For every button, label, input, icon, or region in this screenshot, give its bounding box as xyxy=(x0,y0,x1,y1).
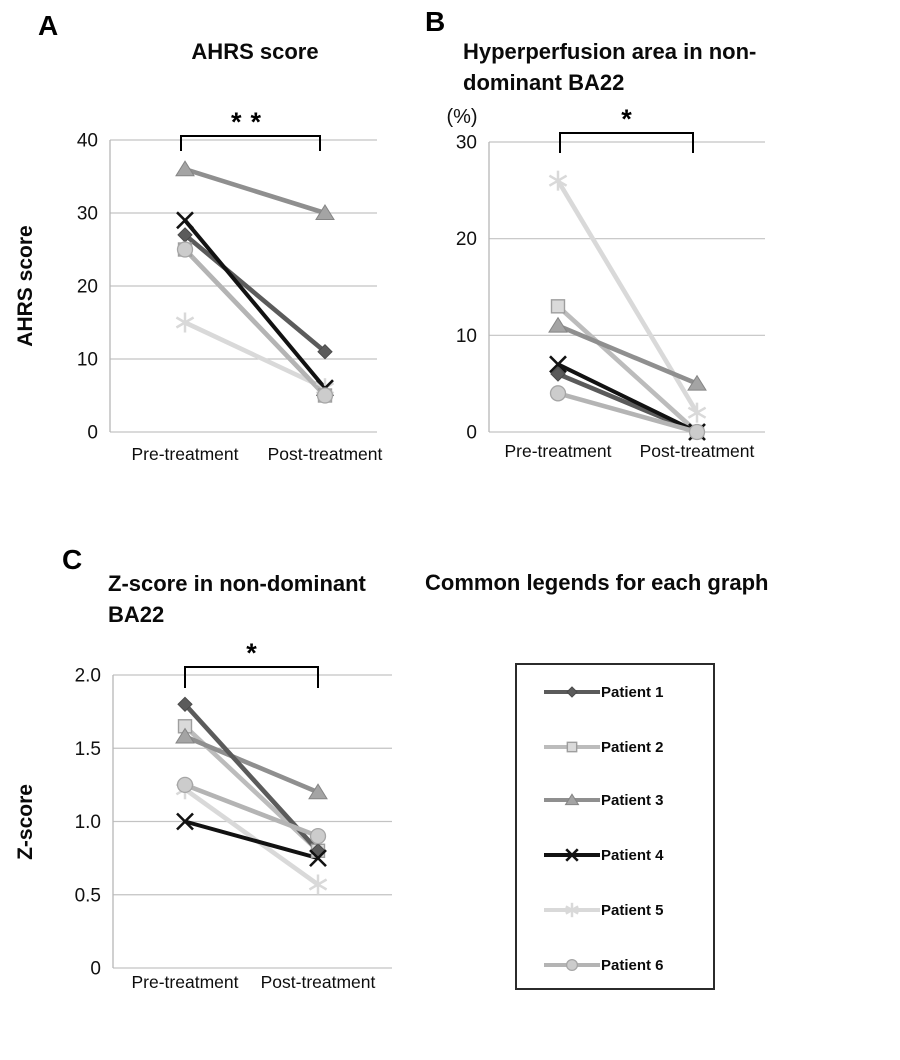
x-category-label: Post-treatment xyxy=(639,441,755,461)
series-marker-patient-3 xyxy=(549,318,567,333)
y-tick-label: 40 xyxy=(76,130,98,152)
x-marker-icon xyxy=(543,846,601,864)
x-category-label: Pre-treatment xyxy=(131,444,239,464)
legend-entry-patient-5 xyxy=(543,900,664,920)
series-marker-patient-6 xyxy=(318,388,333,403)
legend-box xyxy=(515,663,715,990)
legend-marker xyxy=(567,687,577,697)
legend-entry-patient-4 xyxy=(543,845,664,865)
y-tick-label: 30 xyxy=(455,132,477,154)
y-axis-unit: (%) xyxy=(446,106,478,128)
x-category-label: Post-treatment xyxy=(260,972,376,992)
series-marker-patient-6 xyxy=(690,425,705,440)
series-marker-patient-2 xyxy=(552,300,565,313)
y-tick-label: 2.0 xyxy=(74,665,101,687)
circle-marker-icon xyxy=(543,956,601,974)
y-tick-label: 20 xyxy=(455,229,477,251)
legend-entry-label: Patient 5 xyxy=(601,901,664,919)
legend-entry-patient-2 xyxy=(543,737,664,757)
significance-label: ** xyxy=(230,107,271,137)
chart-a-plot xyxy=(0,95,440,495)
significance-bracket xyxy=(185,667,318,688)
chart-c-title-line1: Z-score in non-dominant xyxy=(108,571,366,596)
legend-entry-label: Patient 4 xyxy=(601,846,664,864)
x-category-label: Pre-treatment xyxy=(504,441,612,461)
significance-label: * xyxy=(246,638,257,668)
chart-b-title-line1: Hyperperfusion area in non- xyxy=(463,39,757,64)
y-tick-label: 0 xyxy=(87,422,98,444)
series-line-patient-3 xyxy=(185,169,325,213)
y-tick-label: 0 xyxy=(466,422,477,444)
square-marker-icon xyxy=(543,738,601,756)
panel-letter-b: B xyxy=(425,6,446,37)
triangle-marker-icon xyxy=(543,791,601,809)
series-line-patient-5 xyxy=(185,789,318,884)
series-line-patient-3 xyxy=(185,737,318,793)
x-category-label: Pre-treatment xyxy=(131,972,239,992)
chart-b-plot xyxy=(430,95,900,495)
significance-bracket xyxy=(560,133,693,153)
chart-c-title-line2: BA22 xyxy=(108,602,165,627)
chart-a-title: AHRS score xyxy=(191,39,319,64)
y-axis-title: AHRS score xyxy=(14,225,37,347)
y-tick-label: 10 xyxy=(76,349,98,371)
y-tick-label: 30 xyxy=(76,203,98,225)
legend-marker xyxy=(567,960,578,971)
y-tick-label: 20 xyxy=(76,276,98,298)
series-line-patient-5 xyxy=(558,181,697,413)
diamond-marker-icon xyxy=(543,683,601,701)
panel-letter-c: C xyxy=(62,544,83,575)
legend-entry-label: Patient 6 xyxy=(601,956,664,974)
series-marker-patient-6 xyxy=(178,777,193,792)
y-tick-label: 10 xyxy=(455,325,477,347)
series-line-patient-4 xyxy=(185,220,325,388)
legend-entry-patient-1 xyxy=(543,682,664,702)
chart-b-title-line2: dominant BA22 xyxy=(463,70,625,95)
y-axis-title: Z-score xyxy=(14,784,37,860)
significance-label: * xyxy=(621,104,632,134)
series-marker-patient-6 xyxy=(551,386,566,401)
y-tick-label: 0 xyxy=(90,958,101,980)
series-marker-patient-3 xyxy=(176,161,194,176)
chart-c-plot xyxy=(0,635,440,1035)
legend-panel-title: Common legends for each graph xyxy=(425,570,769,595)
legend-marker xyxy=(567,742,576,751)
y-tick-label: 1.5 xyxy=(74,738,101,760)
panel-letter-a: A xyxy=(38,10,59,41)
legend-entry-patient-3 xyxy=(543,790,664,810)
significance-bracket xyxy=(181,136,320,151)
x-category-label: Post-treatment xyxy=(267,444,383,464)
legend-entry-label: Patient 3 xyxy=(601,791,664,809)
series-marker-patient-5 xyxy=(176,313,193,333)
legend-entry-label: Patient 2 xyxy=(601,738,664,756)
y-tick-label: 1.0 xyxy=(74,812,101,833)
series-marker-patient-6 xyxy=(311,829,326,844)
series-line-patient-6 xyxy=(185,250,325,396)
series-marker-patient-6 xyxy=(178,242,193,257)
legend-entry-patient-6 xyxy=(543,955,664,975)
star-marker-icon xyxy=(543,901,601,919)
y-tick-label: 0.5 xyxy=(74,885,101,907)
legend-entry-label: Patient 1 xyxy=(601,683,664,701)
series-marker-patient-4 xyxy=(177,212,193,228)
